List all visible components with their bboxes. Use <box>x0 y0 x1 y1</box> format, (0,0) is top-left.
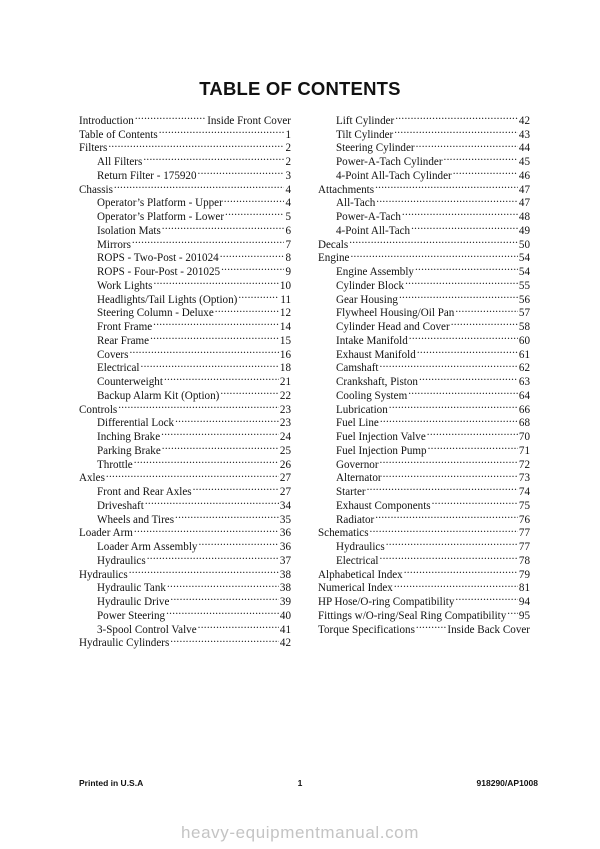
toc-entry-label: Mirrors <box>97 238 131 251</box>
toc-leader-dots <box>404 564 518 578</box>
toc-leader-dots <box>134 454 279 468</box>
toc-entry-page: 25 <box>279 444 291 457</box>
toc-entry-page: 7 <box>285 238 291 251</box>
footer-page-number: 1 <box>297 778 303 788</box>
toc-entry-label: Inching Brake <box>97 431 161 443</box>
toc-leader-dots <box>399 289 518 303</box>
toc-entry-page: 36 <box>279 541 291 553</box>
toc-entry-label: Wheels and Tires <box>97 513 175 526</box>
footer-doc-number: 918290/AP1008 <box>476 778 538 788</box>
toc-entry-page: 23 <box>279 417 291 430</box>
toc-leader-dots <box>419 371 518 385</box>
toc-entry[interactable] <box>79 481 291 498</box>
toc-entry-page: 74 <box>518 486 530 498</box>
toc-entry-page: 27 <box>279 472 291 485</box>
toc-entry-label: Crankshaft, Piston <box>336 376 418 388</box>
toc-leader-dots <box>408 385 518 399</box>
toc-entry-page: 4 <box>285 197 291 210</box>
watermark-url: heavy-equipmentmanual.com <box>180 823 419 842</box>
toc-leader-dots <box>170 591 279 605</box>
toc-leader-dots <box>106 468 279 482</box>
toc-entry-label: Hydraulics <box>336 541 385 553</box>
toc-entry-label: Controls <box>79 403 118 416</box>
toc-leader-dots <box>167 578 279 592</box>
toc-entry-label: ROPS - Two-Post - 201024 <box>97 252 219 265</box>
toc-entry-label: Radiator <box>336 513 375 526</box>
toc-entry-page: 57 <box>518 307 530 320</box>
toc-entry-label: Headlights/Tail Lights (Option) <box>97 293 238 306</box>
toc-entry-page: 43 <box>518 128 530 141</box>
toc-entry[interactable] <box>318 110 530 127</box>
toc-entry-page: 8 <box>285 252 291 265</box>
toc-leader-dots <box>143 151 284 165</box>
toc-entry-page: 95 <box>518 609 530 622</box>
toc-entry-label: Loader Arm Assembly <box>97 541 198 553</box>
toc-entry-page: 2 <box>285 142 291 155</box>
toc-leader-dots <box>193 481 279 495</box>
toc-entry[interactable] <box>79 468 291 485</box>
toc-entry-page: 12 <box>279 307 291 320</box>
toc-entry-page: 9 <box>285 266 291 278</box>
toc-leader-dots <box>114 179 285 193</box>
toc-leader-dots <box>380 413 518 427</box>
toc-entry-page: 70 <box>518 431 530 443</box>
toc-entry-page: 54 <box>518 252 530 265</box>
toc-entry-page: 62 <box>518 362 530 375</box>
toc-leader-dots <box>416 138 518 152</box>
toc-entry-label: Front and Rear Axles <box>97 486 192 498</box>
toc-entry-page: 76 <box>518 513 530 526</box>
toc-right-column <box>318 110 530 636</box>
toc-entry-label: Differential Lock <box>97 417 175 430</box>
toc-entry-page: 45 <box>518 156 530 168</box>
toc-leader-dots <box>409 330 518 344</box>
toc-leader-dots <box>453 165 518 179</box>
toc-leader-dots <box>389 399 518 413</box>
toc-entry[interactable] <box>318 248 530 265</box>
toc-entry-page: 42 <box>518 114 530 127</box>
toc-entry-label: Governor <box>336 458 379 471</box>
toc-entry-page: 71 <box>518 444 530 457</box>
toc-entry-page: 37 <box>279 554 291 567</box>
toc-leader-dots <box>108 138 284 152</box>
toc-entry-page: 55 <box>518 279 530 292</box>
toc-entry-label: 3-Spool Control Valve <box>97 623 197 636</box>
toc-entry-page: 73 <box>518 472 530 485</box>
toc-leader-dots <box>129 564 279 578</box>
toc-leader-dots <box>175 413 279 427</box>
toc-entry-label: Cylinder Block <box>336 279 405 292</box>
toc-leader-dots <box>153 316 279 330</box>
toc-leader-dots <box>416 619 447 633</box>
toc-leader-dots <box>220 248 285 262</box>
toc-leader-dots <box>444 151 518 165</box>
toc-entry-page: 48 <box>518 211 530 223</box>
toc-entry-label: Steering Column - Deluxe <box>97 307 214 320</box>
toc-entry-label: Torque Specifications <box>318 623 415 636</box>
toc-entry-label: Work Lights <box>97 279 153 292</box>
toc-entry-label: Electrical <box>97 362 140 375</box>
toc-entry-label: Schematics <box>318 527 369 540</box>
toc-entry-label: Filters <box>79 142 108 155</box>
toc-entry-page: 4 <box>285 183 291 196</box>
toc-entry-label: Electrical <box>336 554 379 567</box>
toc-leader-dots <box>432 495 518 509</box>
toc-leader-dots <box>164 371 279 385</box>
toc-entry-page: 60 <box>518 334 530 347</box>
toc-entry-page: 23 <box>279 403 291 416</box>
toc-entry-page: 38 <box>279 568 291 581</box>
toc-leader-dots <box>238 289 279 303</box>
toc-entry-label: Backup Alarm Kit (Option) <box>97 389 220 402</box>
toc-entry-label: Starter <box>336 486 366 498</box>
toc-entry-page: 54 <box>518 266 530 278</box>
page-title: TABLE OF CONTENTS <box>199 78 401 99</box>
toc-entry-label: Gear Housing <box>336 293 398 306</box>
toc-leader-dots <box>451 316 518 330</box>
toc-leader-dots <box>367 481 518 495</box>
toc-leader-dots <box>162 220 285 234</box>
toc-entry[interactable] <box>318 261 530 278</box>
toc-entry-label: Attachments <box>318 183 375 196</box>
toc-entry-page: 10 <box>279 279 291 292</box>
toc-entry-page: 77 <box>518 541 530 553</box>
toc-entry-page: 81 <box>518 582 530 595</box>
toc-entry-label: Power-A-Tach <box>336 211 401 223</box>
toc-entry-label: Introduction <box>79 114 134 127</box>
toc-entry-label: Decals <box>318 238 349 251</box>
toc-entry-label: Lift Cylinder <box>336 114 395 127</box>
toc-leader-dots <box>376 193 518 207</box>
toc-entry-page: 38 <box>279 582 291 595</box>
toc-leader-dots <box>415 261 518 275</box>
toc-leader-dots <box>380 550 518 564</box>
toc-entry-page: 27 <box>279 486 291 498</box>
toc-leader-dots <box>161 426 279 440</box>
toc-leader-dots <box>134 523 279 537</box>
toc-entry-label: Lubrication <box>336 403 388 416</box>
toc-entry-page: 75 <box>518 499 530 512</box>
toc-entry-page: 46 <box>518 169 530 182</box>
toc-entry-page: 16 <box>279 348 291 361</box>
toc-leader-dots <box>394 124 518 138</box>
toc-entry-label: Operator’s Platform - Upper <box>97 197 223 210</box>
toc-leader-dots <box>118 399 279 413</box>
toc-entry-label: Exhaust Components <box>336 499 431 512</box>
toc-entry-page: Inside Front Cover <box>207 114 291 127</box>
toc-leader-dots <box>150 330 279 344</box>
toc-leader-dots <box>402 206 518 220</box>
toc-leader-dots <box>224 193 285 207</box>
toc-entry-label: Table of Contents <box>79 128 158 141</box>
toc-entry-page: 5 <box>285 211 291 223</box>
toc-entry-label: Power Steering <box>97 609 166 622</box>
toc-entry-page: 94 <box>518 596 530 608</box>
toc-entry-page: 44 <box>518 142 530 155</box>
toc-entry-label: 4-Point All-Tach Cylinder <box>336 169 452 182</box>
toc-leader-dots <box>132 234 285 248</box>
toc-entry-label: Fuel Line <box>336 417 379 430</box>
toc-entry-label: Loader Arm <box>79 527 133 540</box>
toc-entry[interactable] <box>318 234 530 251</box>
toc-leader-dots <box>215 303 279 317</box>
toc-entry-label: Rear Frame <box>97 334 150 347</box>
toc-entry-label: Alternator <box>336 472 382 485</box>
toc-entry-page: 36 <box>279 527 291 540</box>
toc-entry-page: 39 <box>279 596 291 608</box>
toc-entry-label: Axles <box>79 472 105 485</box>
toc-entry[interactable] <box>79 110 291 127</box>
toc-leader-dots <box>395 110 518 124</box>
toc-entry-page: 58 <box>518 321 530 333</box>
toc-entry-page: 68 <box>518 417 530 430</box>
toc-entry-label: Fuel Injection Valve <box>336 431 426 443</box>
toc-leader-dots <box>370 523 518 537</box>
toc-leader-dots <box>507 605 518 619</box>
toc-entry-page: 63 <box>518 376 530 388</box>
toc-leader-dots <box>350 248 517 262</box>
toc-leader-dots <box>135 110 206 124</box>
toc-entry-page: 79 <box>518 568 530 581</box>
toc-entry-page: 24 <box>279 431 291 443</box>
toc-entry-page: 15 <box>279 334 291 347</box>
toc-entry-page: 18 <box>279 362 291 375</box>
toc-leader-dots <box>198 536 278 550</box>
toc-leader-dots <box>170 633 279 647</box>
toc-entry-label: Operator’s Platform - Lower <box>97 211 225 223</box>
toc-entry-label: Power-A-Tach Cylinder <box>336 156 443 168</box>
toc-entry-page: 61 <box>518 348 530 361</box>
toc-entry-label: Cooling System <box>336 389 408 402</box>
toc-entry-page: 47 <box>518 183 530 196</box>
toc-entry-label: Cylinder Head and Cover <box>336 321 450 333</box>
toc-entry-label: Flywheel Housing/Oil Pan <box>336 307 455 320</box>
toc-leader-dots <box>394 578 518 592</box>
toc-entry-page: 22 <box>279 389 291 402</box>
toc-leader-dots <box>154 275 279 289</box>
toc-entry-label: Tilt Cylinder <box>336 128 394 141</box>
toc-entry-page: 49 <box>518 224 530 237</box>
toc-entry-page: 35 <box>279 513 291 526</box>
toc-entry-page: 3 <box>285 169 291 182</box>
toc-entry-page: 14 <box>279 321 291 333</box>
toc-leader-dots <box>159 124 285 138</box>
toc-entry[interactable] <box>79 151 291 168</box>
toc-leader-dots <box>147 550 279 564</box>
toc-entry-label: Hydraulic Drive <box>97 596 170 608</box>
toc-leader-dots <box>349 234 518 248</box>
toc-leader-dots <box>129 344 278 358</box>
toc-leader-dots <box>383 468 518 482</box>
toc-leader-dots <box>175 509 279 523</box>
toc-leader-dots <box>162 440 279 454</box>
toc-entry-label: Return Filter - 175920 <box>97 169 197 182</box>
toc-entry-label: All Filters <box>97 156 143 168</box>
toc-entry-page: 47 <box>518 197 530 210</box>
toc-entry-page: 64 <box>518 389 530 402</box>
toc-entry-page: Inside Back Cover <box>447 623 530 636</box>
toc-entry-label: Counterweight <box>97 376 163 388</box>
toc-leader-dots <box>198 619 279 633</box>
toc-entry-page: 26 <box>279 458 291 471</box>
toc-entry-label: Driveshaft <box>97 499 144 512</box>
toc-entry-label: Covers <box>97 348 129 361</box>
toc-entry-page: 50 <box>518 238 530 251</box>
toc-entry-label: 4-Point All-Tach <box>336 224 411 237</box>
toc-leader-dots <box>455 303 518 317</box>
toc-entry-page: 6 <box>285 224 291 237</box>
toc-entry-label: Hydraulics <box>97 554 146 567</box>
footer-printed-in: Printed in U.S.A <box>79 778 144 788</box>
toc-entry-label: Exhaust Manifold <box>336 348 416 361</box>
toc-entry-page: 34 <box>279 499 291 512</box>
toc-entry-label: Chassis <box>79 183 113 196</box>
toc-entry-label: Fuel Injection Pump <box>336 444 427 457</box>
toc-entry-label: Alphabetical Index <box>318 568 403 581</box>
toc-leader-dots <box>166 605 279 619</box>
toc-leader-dots <box>221 261 284 275</box>
toc-leader-dots <box>428 440 518 454</box>
toc-entry-label: Parking Brake <box>97 444 161 457</box>
toc-leader-dots <box>427 426 518 440</box>
toc-entry-label: Hydraulics <box>79 568 128 581</box>
toc-entry-label: Steering Cylinder <box>336 142 415 155</box>
toc-leader-dots <box>380 358 518 372</box>
toc-entry-page: 40 <box>279 609 291 622</box>
toc-entry-page: 78 <box>518 554 530 567</box>
toc-entry-label: HP Hose/O-ring Compatibility <box>318 596 455 608</box>
toc-leader-dots <box>417 344 518 358</box>
toc-leader-dots <box>386 536 518 550</box>
toc-leader-dots <box>375 509 518 523</box>
toc-entry-label: All-Tach <box>336 197 376 210</box>
toc-entry-page: 42 <box>279 637 291 650</box>
toc-entry-label: Isolation Mats <box>97 224 161 237</box>
toc-entry-label: ROPS - Four-Post - 201025 <box>97 266 221 278</box>
toc-entry-label: Throttle <box>97 458 133 471</box>
toc-leader-dots <box>455 591 517 605</box>
toc-entry-page: 2 <box>285 156 291 168</box>
toc-entry-page: 77 <box>518 527 530 540</box>
toc-leader-dots <box>411 220 518 234</box>
toc-leader-dots <box>141 358 279 372</box>
toc-leader-dots <box>380 454 518 468</box>
toc-entry-page: 11 <box>280 293 291 306</box>
toc-entry-label: Intake Manifold <box>336 334 408 347</box>
toc-entry-label: Front Frame <box>97 321 153 333</box>
toc-entry-label: Hydraulic Tank <box>97 582 166 595</box>
toc-entry-label: Hydraulic Cylinders <box>79 637 170 650</box>
toc-entry-label: Engine Assembly <box>336 266 414 278</box>
toc-entry-label: Engine <box>318 252 350 265</box>
toc-leader-dots <box>225 206 284 220</box>
toc-leader-dots <box>220 385 279 399</box>
toc-leader-dots <box>405 275 518 289</box>
toc-entry-page: 72 <box>518 458 530 471</box>
toc-entry-page: 1 <box>285 128 291 141</box>
toc-leader-dots <box>375 179 518 193</box>
toc-leader-dots <box>198 165 285 179</box>
toc-entry-label: Fittings w/O-ring/Seal Ring Compatibility <box>318 609 507 622</box>
toc-entry-label: Numerical Index <box>318 582 393 595</box>
toc-entry-page: 41 <box>279 623 291 636</box>
toc-entry-label: Camshaft <box>336 362 379 375</box>
toc-leader-dots <box>145 495 279 509</box>
toc-entry-page: 21 <box>279 376 291 388</box>
toc-entry-page: 66 <box>518 403 530 416</box>
toc-entry[interactable] <box>79 138 291 155</box>
toc-left-column <box>79 110 291 650</box>
toc-entry-page: 56 <box>518 293 530 306</box>
